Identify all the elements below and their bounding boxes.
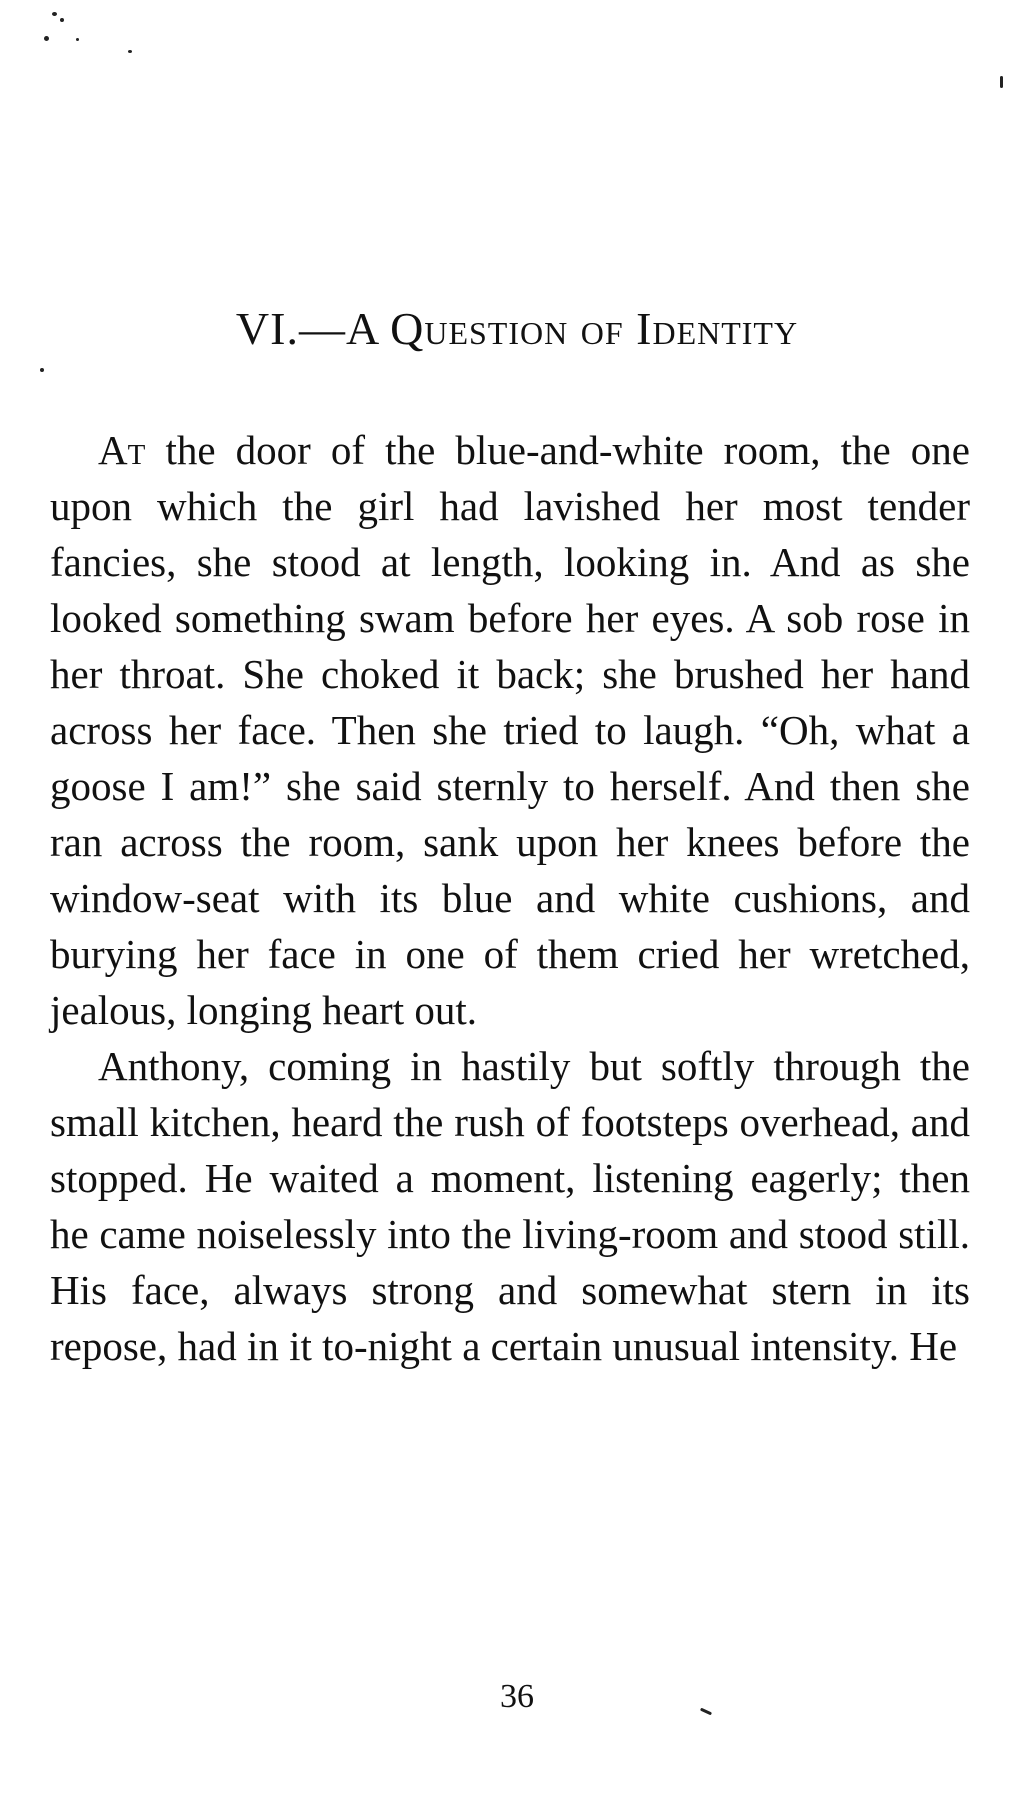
scan-speck bbox=[76, 38, 79, 41]
scan-speck bbox=[1000, 76, 1003, 88]
scan-speck bbox=[128, 50, 132, 53]
paragraph-1 bbox=[50, 422, 970, 1038]
chapter-heading bbox=[0, 303, 1034, 354]
chapter-title: A Question of Identity bbox=[345, 303, 799, 354]
paragraph-2 bbox=[50, 1038, 970, 1374]
scan-speck bbox=[40, 368, 44, 372]
page-number: 36 bbox=[500, 1678, 534, 1715]
paragraph-text: Anthony, coming in hastily but softly through the small kitchen, heard the rush of footsteps overhead, and stopped. He waited a moment, listening eagerly; then he came noiselessly into the living-room and stood still. His face, always strong and somewhat stern in its repose, had in it to-night a certain unusual intensity. He bbox=[50, 1043, 970, 1369]
paragraph-lead-small-caps: At bbox=[98, 427, 146, 473]
chapter-number: VI. bbox=[235, 303, 299, 354]
scan-speck bbox=[60, 18, 64, 22]
chapter-body bbox=[50, 422, 970, 1374]
chapter-dash: — bbox=[298, 303, 346, 354]
scan-speck bbox=[44, 36, 49, 41]
paragraph-text: the door of the blue-and-white room, the one upon which the girl had lavished her most tender fancies, she stood at length, looking in. And as she looked something swam before her eyes. A sob rose in her throat. She choked it back; she brushed her hand across her face. Then she tried to laugh. “Oh, what a goose I am!” she said sternly to herself. And then she ran across the room, sank upon her knees before the window-seat with its blue and white cushions, and burying her face in one of them cried her wretched, jealous, longing heart out. bbox=[50, 427, 970, 1033]
scan-speck bbox=[52, 12, 57, 16]
